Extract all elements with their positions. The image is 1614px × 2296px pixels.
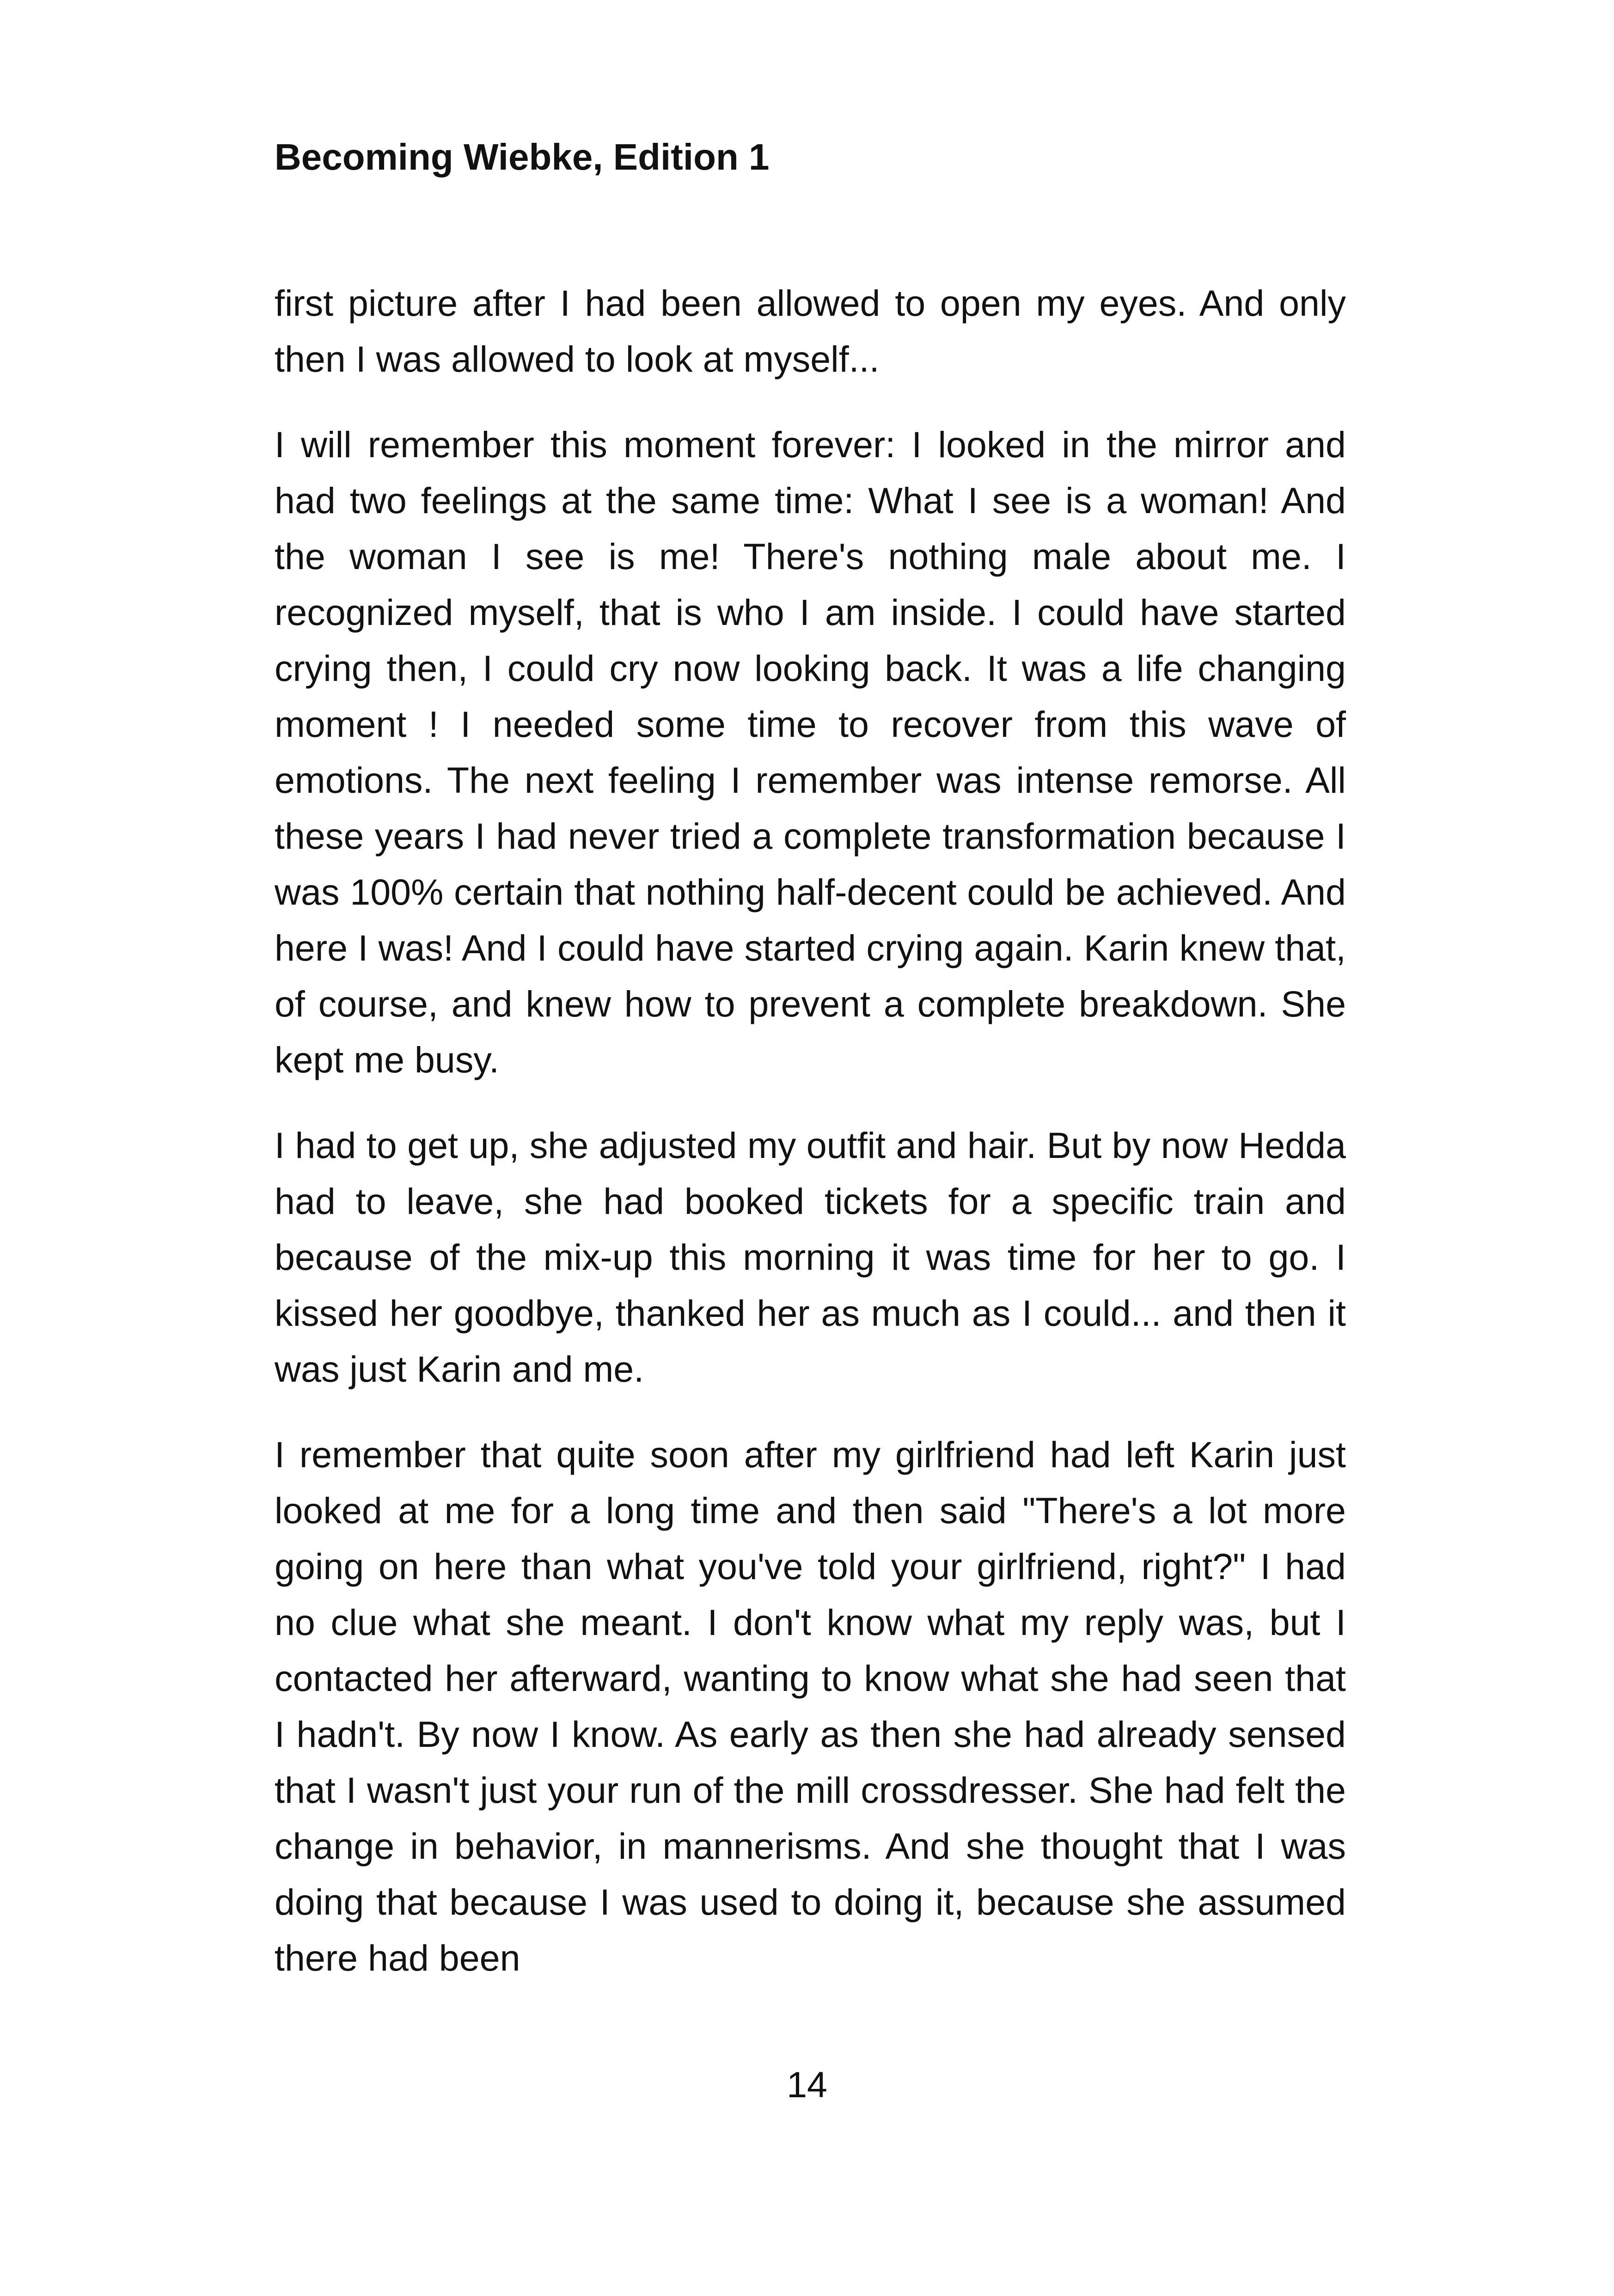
body-text [275, 275, 1346, 1986]
running-header: Becoming Wiebke, Edition 1 [275, 136, 770, 178]
page-number: 14 [787, 2064, 827, 2105]
paragraph: I will remember this moment forever: I looked in the mirror and had two feelings at the same time: What I see is a woman! And the woman I see is me! There's nothing male about me. I recognized myself, that is who I am inside. I could have started crying then, I could cry now looking back. It was a life changing moment ! I needed some time to recover from this wave of emotions. The next feeling I remember was intense remorse. All these years I had never tried a complete transformation because I was 100% certain that nothing half-decent could be achieved. And here I was! And I could have started crying again. Karin knew that, of course, and knew how to prevent a complete breakdown. She kept me busy. [275, 424, 1346, 1080]
paragraph: first picture after I had been allowed to open my eyes. And only then I was allowed to look at myself... [275, 282, 1346, 380]
paragraph: I had to get up, she adjusted my outfit and hair. But by now Hedda had to leave, she had booked tickets for a specific train and because of the mix-up this morning it was time for her to go. I kissed her goodbye, thanked her as much as I could... and then it was just Karin and me. [275, 1125, 1346, 1390]
paragraph: I remember that quite soon after my girlfriend had left Karin just looked at me for a long time and then said "There's a lot more going on here than what you've told your girlfriend, right?" I had no clue what she meant. I don't know what my reply was, but I contacted her afterward, wanting to know what she had seen that I hadn't. By now I know. As early as then she had already sensed that I wasn't just your run of the mill crossdresser. She had felt the change in behavior, in mannerisms. And she thought that I was doing that because I was used to doing it, because she assumed there had been [275, 1434, 1346, 1978]
